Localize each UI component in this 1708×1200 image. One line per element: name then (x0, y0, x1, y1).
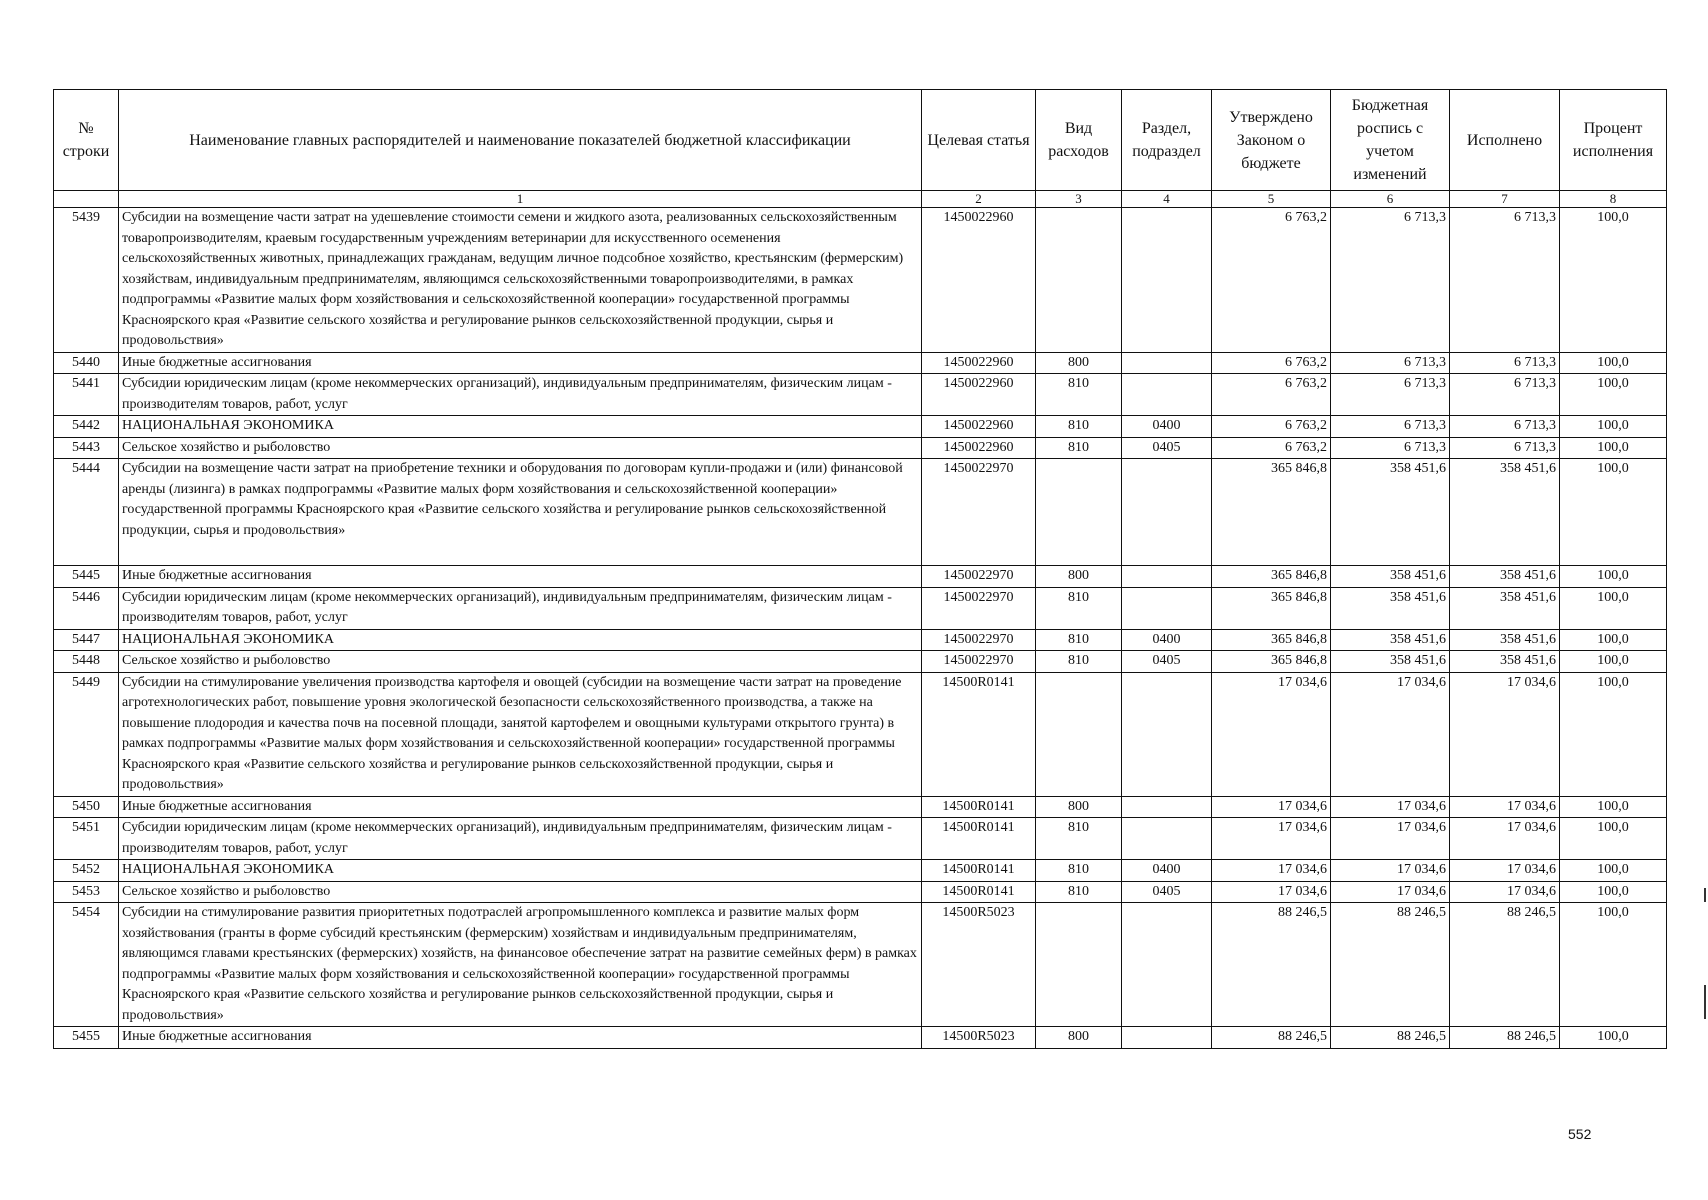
column-number: 8 (1560, 191, 1667, 208)
row-number: 5449 (54, 672, 119, 796)
header-expense-type: Вид расходов (1036, 90, 1122, 191)
expense-type: 800 (1036, 796, 1122, 818)
indicator-name: НАЦИОНАЛЬНАЯ ЭКОНОМИКА (119, 629, 922, 651)
section-code: 0400 (1122, 860, 1212, 882)
approved-amount: 17 034,6 (1212, 796, 1331, 818)
table-row (54, 881, 1667, 903)
row-number: 5452 (54, 860, 119, 882)
row-number: 5442 (54, 416, 119, 438)
approved-amount: 6 763,2 (1212, 416, 1331, 438)
section-code (1122, 903, 1212, 1027)
approved-amount: 6 763,2 (1212, 352, 1331, 374)
executed-amount: 6 713,3 (1450, 416, 1560, 438)
indicator-name: Иные бюджетные ассигнования (119, 796, 922, 818)
executed-amount: 6 713,3 (1450, 374, 1560, 416)
section-code (1122, 672, 1212, 796)
header-target-article: Целевая статья (922, 90, 1036, 191)
column-number (54, 191, 119, 208)
row-number: 5441 (54, 374, 119, 416)
approved-amount: 17 034,6 (1212, 818, 1331, 860)
executed-amount: 17 034,6 (1450, 818, 1560, 860)
target-article: 1450022960 (922, 352, 1036, 374)
target-article: 1450022960 (922, 208, 1036, 353)
budget-plan-amount: 6 713,3 (1331, 416, 1450, 438)
column-number: 7 (1450, 191, 1560, 208)
table-row (54, 903, 1667, 1027)
executed-amount: 358 451,6 (1450, 587, 1560, 629)
row-number: 5447 (54, 629, 119, 651)
target-article: 14500R5023 (922, 1027, 1036, 1049)
approved-amount: 365 846,8 (1212, 587, 1331, 629)
expense-type: 810 (1036, 881, 1122, 903)
execution-percent: 100,0 (1560, 459, 1667, 566)
execution-percent: 100,0 (1560, 903, 1667, 1027)
indicator-name: Иные бюджетные ассигнования (119, 566, 922, 588)
table-row (54, 459, 1667, 566)
budget-plan-amount: 358 451,6 (1331, 459, 1450, 566)
table-row (54, 352, 1667, 374)
expense-type: 810 (1036, 437, 1122, 459)
budget-plan-amount: 358 451,6 (1331, 587, 1450, 629)
column-number: 5 (1212, 191, 1331, 208)
target-article: 1450022970 (922, 587, 1036, 629)
approved-amount: 6 763,2 (1212, 374, 1331, 416)
table-row (54, 437, 1667, 459)
indicator-name: Субсидии юридическим лицам (кроме некоммерческих организаций), индивидуальным предпринимателям, физическим лицам - производителям товаров, работ, услуг (119, 374, 922, 416)
row-number: 5444 (54, 459, 119, 566)
budget-plan-amount: 88 246,5 (1331, 903, 1450, 1027)
expense-type (1036, 459, 1122, 566)
section-code: 0405 (1122, 881, 1212, 903)
execution-percent: 100,0 (1560, 374, 1667, 416)
table-row (54, 672, 1667, 796)
table-row (54, 374, 1667, 416)
approved-amount: 17 034,6 (1212, 860, 1331, 882)
section-code (1122, 566, 1212, 588)
budget-plan-amount: 358 451,6 (1331, 566, 1450, 588)
expense-type: 810 (1036, 818, 1122, 860)
executed-amount: 88 246,5 (1450, 903, 1560, 1027)
execution-percent: 100,0 (1560, 672, 1667, 796)
budget-plan-amount: 358 451,6 (1331, 651, 1450, 673)
executed-amount: 6 713,3 (1450, 208, 1560, 353)
approved-amount: 365 846,8 (1212, 566, 1331, 588)
column-number: 6 (1331, 191, 1450, 208)
budget-plan-amount: 17 034,6 (1331, 672, 1450, 796)
executed-amount: 6 713,3 (1450, 352, 1560, 374)
budget-plan-amount: 6 713,3 (1331, 437, 1450, 459)
execution-percent: 100,0 (1560, 1027, 1667, 1049)
execution-percent: 100,0 (1560, 881, 1667, 903)
expense-type: 810 (1036, 629, 1122, 651)
column-number: 3 (1036, 191, 1122, 208)
budget-plan-amount: 17 034,6 (1331, 860, 1450, 882)
target-article: 14500R0141 (922, 881, 1036, 903)
scan-edge-mark (1704, 985, 1706, 1019)
section-code (1122, 352, 1212, 374)
row-number: 5446 (54, 587, 119, 629)
execution-percent: 100,0 (1560, 437, 1667, 459)
approved-amount: 365 846,8 (1212, 651, 1331, 673)
execution-percent: 100,0 (1560, 860, 1667, 882)
target-article: 14500R0141 (922, 818, 1036, 860)
header-row (54, 90, 1667, 191)
section-code (1122, 208, 1212, 353)
target-article: 1450022970 (922, 459, 1036, 566)
section-code: 0400 (1122, 416, 1212, 438)
row-number: 5443 (54, 437, 119, 459)
indicator-name: Субсидии на возмещение части затрат на приобретение техники и оборудования по договорам купли-продажи и (или) финансовой аренды (лизинга) в рамках подпрограммы «Развитие малых форм хозяйствования и сельскохозяйственной кооперации» государственной программы Красноярского края «Развитие сельского хозяйства и регулирование рынков сельскохозяйственной продукции, сырья и продовольствия» (119, 459, 922, 566)
row-number: 5445 (54, 566, 119, 588)
header-percent: Процент исполнения (1560, 90, 1667, 191)
expense-type: 810 (1036, 374, 1122, 416)
target-article: 1450022960 (922, 416, 1036, 438)
section-code: 0400 (1122, 629, 1212, 651)
section-code (1122, 587, 1212, 629)
executed-amount: 358 451,6 (1450, 459, 1560, 566)
execution-percent: 100,0 (1560, 208, 1667, 353)
row-number: 5448 (54, 651, 119, 673)
target-article: 1450022960 (922, 437, 1036, 459)
table-row (54, 651, 1667, 673)
column-number-row (54, 191, 1667, 208)
execution-percent: 100,0 (1560, 629, 1667, 651)
header-budget-plan: Бюджетная роспись с учетом изменений (1331, 90, 1450, 191)
row-number: 5453 (54, 881, 119, 903)
header-executed: Исполнено (1450, 90, 1560, 191)
header-section: Раздел, подраздел (1122, 90, 1212, 191)
table-row (54, 416, 1667, 438)
target-article: 1450022970 (922, 566, 1036, 588)
execution-percent: 100,0 (1560, 416, 1667, 438)
budget-plan-amount: 6 713,3 (1331, 208, 1450, 353)
page-number: 552 (1568, 1126, 1592, 1142)
approved-amount: 88 246,5 (1212, 1027, 1331, 1049)
indicator-name: Сельское хозяйство и рыболовство (119, 881, 922, 903)
indicator-name: Сельское хозяйство и рыболовство (119, 437, 922, 459)
execution-percent: 100,0 (1560, 818, 1667, 860)
row-number: 5455 (54, 1027, 119, 1049)
approved-amount: 17 034,6 (1212, 672, 1331, 796)
table-row (54, 566, 1667, 588)
row-number: 5450 (54, 796, 119, 818)
indicator-name: Субсидии на стимулирование увеличения производства картофеля и овощей (субсидии на возмещение части затрат на проведение агротехнологических работ, повышение уровня экологической безопасности сельскохозяйственного производства, а также на повышение плодородия и качества почв на посевной площади, занятой картофелем и овощными культурами открытого грунта) в рамках подпрограммы «Развитие малых форм хозяйствования и сельскохозяйственной кооперации» государственной программы Красноярского края «Развитие сельского хозяйства и регулирование рынков сельскохозяйственной продукции, сырья и продовольствия» (119, 672, 922, 796)
indicator-name: Субсидии на стимулирование развития приоритетных подотраслей агропромышленного комплекса и развитие малых форм хозяйствования (гранты в форме субсидий крестьянским (фермерским) хозяйствам и индивидуальным предпринимателям, являющимся главами крестьянских (фермерских) хозяйств, на финансовое обеспечение затрат на развитие семейных ферм) в рамках подпрограммы «Развитие малых форм хозяйствования и сельскохозяйственной кооперации» государственной программы Красноярского края «Развитие сельского хозяйства и регулирование рынков сельскохозяйственной продукции, сырья и продовольствия» (119, 903, 922, 1027)
expense-type: 800 (1036, 352, 1122, 374)
expense-type: 810 (1036, 416, 1122, 438)
target-article: 14500R0141 (922, 672, 1036, 796)
approved-amount: 365 846,8 (1212, 629, 1331, 651)
executed-amount: 358 451,6 (1450, 629, 1560, 651)
budget-plan-amount: 88 246,5 (1331, 1027, 1450, 1049)
target-article: 1450022970 (922, 629, 1036, 651)
section-code (1122, 374, 1212, 416)
executed-amount: 17 034,6 (1450, 860, 1560, 882)
target-article: 1450022970 (922, 651, 1036, 673)
column-number: 1 (119, 191, 922, 208)
expense-type (1036, 672, 1122, 796)
section-code: 0405 (1122, 437, 1212, 459)
column-number: 2 (922, 191, 1036, 208)
approved-amount: 17 034,6 (1212, 881, 1331, 903)
executed-amount: 88 246,5 (1450, 1027, 1560, 1049)
expense-type: 810 (1036, 587, 1122, 629)
approved-amount: 6 763,2 (1212, 437, 1331, 459)
indicator-name: Субсидии юридическим лицам (кроме некоммерческих организаций), индивидуальным предпринимателям, физическим лицам - производителям товаров, работ, услуг (119, 818, 922, 860)
indicator-name: Субсидии юридическим лицам (кроме некоммерческих организаций), индивидуальным предпринимателям, физическим лицам - производителям товаров, работ, услуг (119, 587, 922, 629)
execution-percent: 100,0 (1560, 796, 1667, 818)
approved-amount: 88 246,5 (1212, 903, 1331, 1027)
indicator-name: Иные бюджетные ассигнования (119, 352, 922, 374)
row-number: 5440 (54, 352, 119, 374)
target-article: 1450022960 (922, 374, 1036, 416)
execution-percent: 100,0 (1560, 566, 1667, 588)
budget-plan-amount: 358 451,6 (1331, 629, 1450, 651)
budget-plan-amount: 6 713,3 (1331, 352, 1450, 374)
indicator-name: НАЦИОНАЛЬНАЯ ЭКОНОМИКА (119, 860, 922, 882)
executed-amount: 358 451,6 (1450, 566, 1560, 588)
expense-type: 810 (1036, 651, 1122, 673)
target-article: 14500R0141 (922, 860, 1036, 882)
approved-amount: 6 763,2 (1212, 208, 1331, 353)
section-code (1122, 796, 1212, 818)
header-name: Наименование главных распорядителей и наименование показателей бюджетной классификации (119, 90, 922, 191)
target-article: 14500R0141 (922, 796, 1036, 818)
execution-percent: 100,0 (1560, 352, 1667, 374)
row-number: 5439 (54, 208, 119, 353)
table-row (54, 208, 1667, 353)
section-code (1122, 459, 1212, 566)
budget-plan-amount: 17 034,6 (1331, 818, 1450, 860)
executed-amount: 17 034,6 (1450, 672, 1560, 796)
table-row (54, 818, 1667, 860)
executed-amount: 17 034,6 (1450, 881, 1560, 903)
header-approved: Утверждено Законом о бюджете (1212, 90, 1331, 191)
executed-amount: 6 713,3 (1450, 437, 1560, 459)
indicator-name: Сельское хозяйство и рыболовство (119, 651, 922, 673)
approved-amount: 365 846,8 (1212, 459, 1331, 566)
table-row (54, 1027, 1667, 1049)
execution-percent: 100,0 (1560, 587, 1667, 629)
budget-execution-table (53, 89, 1667, 1049)
indicator-name: Иные бюджетные ассигнования (119, 1027, 922, 1049)
budget-plan-amount: 6 713,3 (1331, 374, 1450, 416)
expense-type (1036, 903, 1122, 1027)
executed-amount: 358 451,6 (1450, 651, 1560, 673)
table-row (54, 860, 1667, 882)
table-row (54, 587, 1667, 629)
table-row (54, 796, 1667, 818)
header-row-number: № строки (54, 90, 119, 191)
section-code (1122, 818, 1212, 860)
budget-plan-amount: 17 034,6 (1331, 881, 1450, 903)
target-article: 14500R5023 (922, 903, 1036, 1027)
executed-amount: 17 034,6 (1450, 796, 1560, 818)
indicator-name: НАЦИОНАЛЬНАЯ ЭКОНОМИКА (119, 416, 922, 438)
expense-type: 810 (1036, 860, 1122, 882)
expense-type: 800 (1036, 566, 1122, 588)
row-number: 5454 (54, 903, 119, 1027)
section-code: 0405 (1122, 651, 1212, 673)
column-number: 4 (1122, 191, 1212, 208)
budget-plan-amount: 17 034,6 (1331, 796, 1450, 818)
execution-percent: 100,0 (1560, 651, 1667, 673)
expense-type: 800 (1036, 1027, 1122, 1049)
expense-type (1036, 208, 1122, 353)
scan-edge-mark (1704, 888, 1706, 902)
indicator-name: Субсидии на возмещение части затрат на удешевление стоимости семени и жидкого азота, реализованных сельскохозяйственным товаропроизводителям, краевым государственным учреждениям ветеринарии для искусственного осеменения сельскохозяйственных животных, принадлежащих гражданам, ведущим личное подсобное хозяйство, крестьянским (фермерским) хозяйствам, индивидуальным предпринимателям, являющимся сельскохозяйственными товаропроизводителями, в рамках подпрограммы «Развитие малых форм хозяйствования и сельскохозяйственной кооперации» государственной программы Красноярского края «Развитие сельского хозяйства и регулирование рынков сельскохозяйственной продукции, сырья и продовольствия» (119, 208, 922, 353)
section-code (1122, 1027, 1212, 1049)
table-row (54, 629, 1667, 651)
row-number: 5451 (54, 818, 119, 860)
